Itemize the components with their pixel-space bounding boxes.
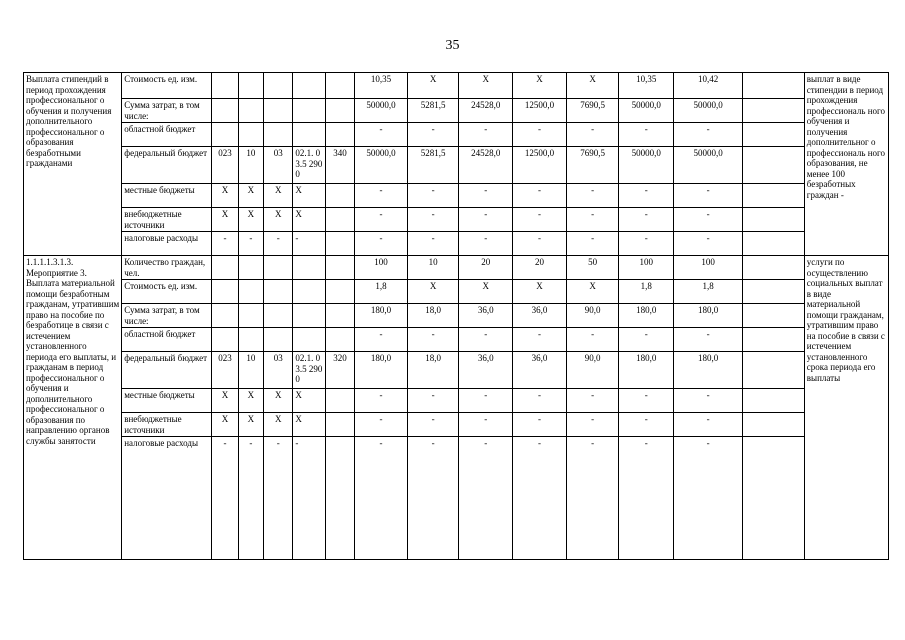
table-row bbox=[24, 208, 889, 232]
empty-cell bbox=[743, 232, 805, 256]
value-cell: 24528,0 bbox=[459, 99, 513, 123]
code-cell bbox=[212, 123, 238, 147]
source-label-cell: Стоимость ед. изм. bbox=[122, 73, 212, 99]
value-cell: - bbox=[459, 123, 513, 147]
code-cell bbox=[238, 256, 263, 280]
value-cell: 180,0 bbox=[355, 304, 408, 328]
code-cell: X bbox=[238, 208, 263, 232]
value-cell: - bbox=[674, 328, 743, 352]
value-cell: - bbox=[674, 232, 743, 256]
code-cell: - bbox=[264, 437, 293, 560]
value-cell: - bbox=[407, 413, 459, 437]
code-cell: 02.1. 03.5 2900 bbox=[293, 147, 325, 184]
value-cell: - bbox=[407, 232, 459, 256]
table-row bbox=[24, 184, 889, 208]
value-cell: - bbox=[513, 389, 567, 413]
value-cell: - bbox=[674, 389, 743, 413]
value-cell: - bbox=[566, 413, 619, 437]
value-cell: 36,0 bbox=[459, 352, 513, 389]
code-cell bbox=[238, 328, 263, 352]
value-cell: 10,35 bbox=[619, 73, 674, 99]
value-cell: 90,0 bbox=[566, 352, 619, 389]
empty-cell bbox=[743, 147, 805, 184]
code-cell: X bbox=[293, 208, 325, 232]
value-cell: - bbox=[566, 184, 619, 208]
code-cell bbox=[325, 123, 354, 147]
value-cell: 12500,0 bbox=[513, 147, 567, 184]
code-cell bbox=[264, 328, 293, 352]
source-label-cell: Сумма затрат, в том числе: bbox=[122, 99, 212, 123]
code-cell: 023 bbox=[212, 352, 238, 389]
code-cell bbox=[238, 73, 263, 99]
code-cell bbox=[212, 304, 238, 328]
value-cell: - bbox=[674, 413, 743, 437]
value-cell: X bbox=[566, 73, 619, 99]
code-cell: X bbox=[212, 389, 238, 413]
source-label-cell: местные бюджеты bbox=[122, 389, 212, 413]
code-cell: X bbox=[293, 389, 325, 413]
source-label-cell: федеральный бюджет bbox=[122, 147, 212, 184]
table-row bbox=[24, 73, 889, 99]
value-cell: 24528,0 bbox=[459, 147, 513, 184]
value-cell: - bbox=[619, 437, 674, 560]
code-cell bbox=[293, 123, 325, 147]
code-cell bbox=[325, 328, 354, 352]
value-cell: 1,8 bbox=[619, 280, 674, 304]
value-cell: - bbox=[355, 328, 408, 352]
value-cell: 10,42 bbox=[674, 73, 743, 99]
table-row bbox=[24, 232, 889, 256]
code-cell: - bbox=[293, 232, 325, 256]
value-cell: 7690,5 bbox=[566, 99, 619, 123]
value-cell: - bbox=[407, 123, 459, 147]
value-cell: X bbox=[407, 73, 459, 99]
code-cell: X bbox=[238, 389, 263, 413]
value-cell: 100 bbox=[619, 256, 674, 280]
code-cell: - bbox=[238, 232, 263, 256]
value-cell: X bbox=[459, 73, 513, 99]
value-cell: 50 bbox=[566, 256, 619, 280]
code-cell: - bbox=[293, 437, 325, 560]
empty-cell bbox=[743, 389, 805, 413]
source-label-cell: областной бюджет bbox=[122, 123, 212, 147]
value-cell: - bbox=[513, 208, 567, 232]
source-label-cell: внебюджетные источники bbox=[122, 413, 212, 437]
value-cell: 20 bbox=[513, 256, 567, 280]
code-cell bbox=[212, 280, 238, 304]
value-cell: - bbox=[407, 437, 459, 560]
value-cell: - bbox=[459, 328, 513, 352]
value-cell: - bbox=[407, 184, 459, 208]
value-cell: - bbox=[355, 437, 408, 560]
value-cell: 180,0 bbox=[674, 304, 743, 328]
empty-cell bbox=[743, 304, 805, 328]
value-cell: 36,0 bbox=[459, 304, 513, 328]
code-cell bbox=[293, 99, 325, 123]
code-cell: X bbox=[264, 184, 293, 208]
code-cell bbox=[325, 389, 354, 413]
code-cell bbox=[212, 99, 238, 123]
table-row bbox=[24, 328, 889, 352]
code-cell: X bbox=[212, 208, 238, 232]
empty-cell bbox=[743, 328, 805, 352]
value-cell: - bbox=[459, 389, 513, 413]
empty-cell bbox=[743, 280, 805, 304]
code-cell bbox=[293, 256, 325, 280]
code-cell bbox=[238, 280, 263, 304]
code-cell bbox=[264, 304, 293, 328]
value-cell: - bbox=[459, 437, 513, 560]
code-cell: 023 bbox=[212, 147, 238, 184]
value-cell: 100 bbox=[355, 256, 408, 280]
code-cell: 10 bbox=[238, 352, 263, 389]
value-cell: 18,0 bbox=[407, 352, 459, 389]
value-cell: - bbox=[459, 413, 513, 437]
activity-name-cell: 1.1.1.1.3.1.3. Мероприятие 3. Выплата материальной помощи безработным гражданам, утратившим право на пособие по безработице в связи с истечением установленного периода его выплаты, и гражданам в период профессиональног о обучения и дополнительного профессиональног о образования по направлению органов службы занятости bbox=[24, 256, 122, 560]
value-cell: 180,0 bbox=[619, 304, 674, 328]
value-cell: - bbox=[619, 328, 674, 352]
value-cell: 50000,0 bbox=[619, 147, 674, 184]
code-cell: - bbox=[238, 437, 263, 560]
code-cell: - bbox=[212, 437, 238, 560]
value-cell: - bbox=[407, 208, 459, 232]
value-cell: 10,35 bbox=[355, 73, 408, 99]
table-row bbox=[24, 280, 889, 304]
value-cell: 50000,0 bbox=[355, 147, 408, 184]
value-cell: 180,0 bbox=[674, 352, 743, 389]
source-label-cell: местные бюджеты bbox=[122, 184, 212, 208]
source-label-cell: федеральный бюджет bbox=[122, 352, 212, 389]
code-cell: X bbox=[238, 413, 263, 437]
value-cell: - bbox=[513, 437, 567, 560]
value-cell: 10 bbox=[407, 256, 459, 280]
table-row bbox=[24, 147, 889, 184]
code-cell bbox=[264, 99, 293, 123]
value-cell: - bbox=[459, 184, 513, 208]
value-cell: 50000,0 bbox=[674, 99, 743, 123]
code-cell bbox=[293, 328, 325, 352]
value-cell: - bbox=[459, 208, 513, 232]
table-row bbox=[24, 256, 889, 280]
code-cell bbox=[264, 256, 293, 280]
source-label-cell: Количество граждан, чел. bbox=[122, 256, 212, 280]
value-cell: X bbox=[513, 73, 567, 99]
value-cell: - bbox=[674, 208, 743, 232]
code-cell bbox=[325, 304, 354, 328]
source-label-cell: налоговые расходы bbox=[122, 437, 212, 560]
value-cell: 5281,5 bbox=[407, 147, 459, 184]
value-cell: X bbox=[407, 280, 459, 304]
empty-cell bbox=[743, 208, 805, 232]
table-row bbox=[24, 352, 889, 389]
code-cell bbox=[293, 280, 325, 304]
value-cell: - bbox=[407, 328, 459, 352]
value-cell: 12500,0 bbox=[513, 99, 567, 123]
value-cell: 20 bbox=[459, 256, 513, 280]
empty-cell bbox=[743, 73, 805, 99]
source-label-cell: внебюджетные источники bbox=[122, 208, 212, 232]
value-cell: 5281,5 bbox=[407, 99, 459, 123]
code-cell bbox=[325, 280, 354, 304]
code-cell: X bbox=[293, 184, 325, 208]
result-cell: выплат в виде стипендии в период прохождения профессиональ ного обучения и получения дополнительног о профессиональ ного образования, не менее 100 безработных граждан - bbox=[804, 73, 888, 256]
result-cell: услуги по осуществлению социальных выплат в виде материальной помощи гражданам, утратившим право на пособие в связи с истечением установленного срока периода его выплаты bbox=[804, 256, 888, 560]
value-cell: - bbox=[566, 437, 619, 560]
table-row bbox=[24, 437, 889, 560]
value-cell: - bbox=[355, 123, 408, 147]
code-cell bbox=[238, 99, 263, 123]
code-cell: X bbox=[293, 413, 325, 437]
code-cell bbox=[238, 304, 263, 328]
value-cell: 90,0 bbox=[566, 304, 619, 328]
value-cell: - bbox=[355, 184, 408, 208]
code-cell: - bbox=[212, 232, 238, 256]
value-cell: - bbox=[674, 437, 743, 560]
code-cell bbox=[325, 208, 354, 232]
value-cell: 1,8 bbox=[355, 280, 408, 304]
value-cell: 36,0 bbox=[513, 304, 567, 328]
value-cell: 36,0 bbox=[513, 352, 567, 389]
code-cell: - bbox=[264, 232, 293, 256]
value-cell: - bbox=[619, 123, 674, 147]
value-cell: 180,0 bbox=[619, 352, 674, 389]
source-label-cell: налоговые расходы bbox=[122, 232, 212, 256]
table-row bbox=[24, 389, 889, 413]
code-cell bbox=[325, 73, 354, 99]
value-cell: - bbox=[513, 123, 567, 147]
code-cell: X bbox=[238, 184, 263, 208]
source-label-cell: Сумма затрат, в том числе: bbox=[122, 304, 212, 328]
value-cell: 100 bbox=[674, 256, 743, 280]
code-cell bbox=[238, 123, 263, 147]
code-cell: 02.1. 03.5 2900 bbox=[293, 352, 325, 389]
value-cell: 180,0 bbox=[355, 352, 408, 389]
value-cell: 1,8 bbox=[674, 280, 743, 304]
value-cell: - bbox=[619, 208, 674, 232]
code-cell bbox=[212, 328, 238, 352]
value-cell: - bbox=[566, 123, 619, 147]
value-cell: - bbox=[513, 184, 567, 208]
code-cell: X bbox=[264, 413, 293, 437]
empty-cell bbox=[743, 352, 805, 389]
value-cell: - bbox=[566, 208, 619, 232]
value-cell: - bbox=[355, 413, 408, 437]
value-cell: - bbox=[513, 413, 567, 437]
empty-cell bbox=[743, 256, 805, 280]
code-cell bbox=[293, 73, 325, 99]
code-cell bbox=[212, 256, 238, 280]
value-cell: 50000,0 bbox=[674, 147, 743, 184]
table-row bbox=[24, 304, 889, 328]
empty-cell bbox=[743, 437, 805, 560]
value-cell: - bbox=[619, 184, 674, 208]
value-cell: - bbox=[619, 232, 674, 256]
code-cell bbox=[264, 280, 293, 304]
empty-cell bbox=[743, 99, 805, 123]
value-cell: 18,0 bbox=[407, 304, 459, 328]
value-cell: - bbox=[407, 389, 459, 413]
value-cell: - bbox=[566, 232, 619, 256]
activity-name-cell: Выплата стипендий в период прохождения профессиональног о обучения и получения дополнительного профессиональног о образования безработными гражданами bbox=[24, 73, 122, 256]
code-cell: 03 bbox=[264, 147, 293, 184]
code-cell: 03 bbox=[264, 352, 293, 389]
value-cell: - bbox=[513, 328, 567, 352]
code-cell bbox=[212, 73, 238, 99]
value-cell: X bbox=[513, 280, 567, 304]
code-cell bbox=[264, 73, 293, 99]
value-cell: - bbox=[355, 232, 408, 256]
code-cell bbox=[325, 99, 354, 123]
value-cell: X bbox=[459, 280, 513, 304]
code-cell bbox=[325, 232, 354, 256]
value-cell: - bbox=[566, 328, 619, 352]
budget-table bbox=[23, 72, 889, 560]
code-cell: X bbox=[212, 413, 238, 437]
code-cell: X bbox=[264, 208, 293, 232]
code-cell bbox=[325, 413, 354, 437]
value-cell: - bbox=[619, 389, 674, 413]
code-cell: 10 bbox=[238, 147, 263, 184]
code-cell bbox=[325, 437, 354, 560]
code-cell: 340 bbox=[325, 147, 354, 184]
code-cell bbox=[293, 304, 325, 328]
code-cell: X bbox=[212, 184, 238, 208]
table-row bbox=[24, 413, 889, 437]
table-row bbox=[24, 99, 889, 123]
value-cell: 7690,5 bbox=[566, 147, 619, 184]
code-cell: 320 bbox=[325, 352, 354, 389]
source-label-cell: областной бюджет bbox=[122, 328, 212, 352]
table-row bbox=[24, 123, 889, 147]
value-cell: - bbox=[674, 123, 743, 147]
empty-cell bbox=[743, 413, 805, 437]
value-cell: 50000,0 bbox=[619, 99, 674, 123]
value-cell: - bbox=[619, 413, 674, 437]
value-cell: - bbox=[513, 232, 567, 256]
value-cell: X bbox=[566, 280, 619, 304]
code-cell bbox=[325, 184, 354, 208]
value-cell: - bbox=[355, 389, 408, 413]
value-cell: - bbox=[355, 208, 408, 232]
empty-cell bbox=[743, 184, 805, 208]
value-cell: - bbox=[674, 184, 743, 208]
empty-cell bbox=[743, 123, 805, 147]
source-label-cell: Стоимость ед. изм. bbox=[122, 280, 212, 304]
page-number: 35 bbox=[445, 38, 460, 53]
code-cell bbox=[264, 123, 293, 147]
value-cell: - bbox=[459, 232, 513, 256]
value-cell: 50000,0 bbox=[355, 99, 408, 123]
code-cell bbox=[325, 256, 354, 280]
code-cell: X bbox=[264, 389, 293, 413]
value-cell: - bbox=[566, 389, 619, 413]
